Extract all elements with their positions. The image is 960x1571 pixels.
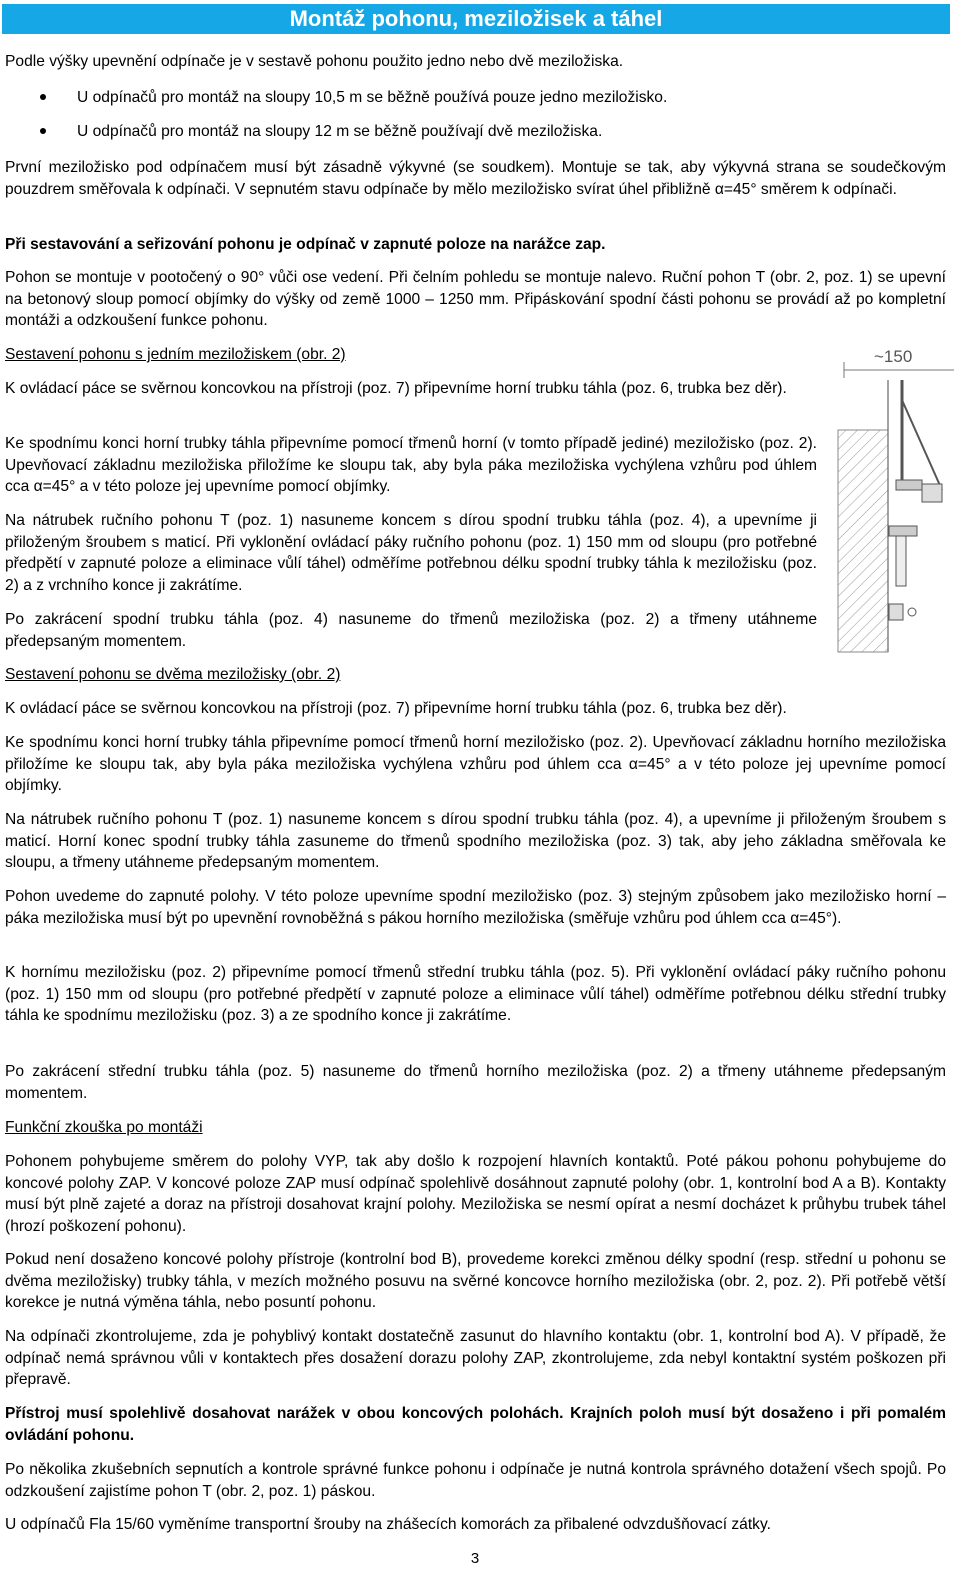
paragraph: K hornímu meziložisku (poz. 2) připevníme pomocí třmenů střední trubku táhla (poz. 5). Při vyklonění ovládací páky ručního pohonu (poz. 1) 150 mm od sloupu (pro potřebné předpětí v zapnuté poloze a eliminace vůlí táhel) odměříme potřebnou délku střední trubky táhla ke spodnímu meziložisku (poz. 3) a ze spodního konce ji zakrátíme. (5, 964, 946, 1025)
intro-paragraph: Podle výšky upevnění odpínače je v sestavě pohonu použito jedno nebo dvě meziložiska. (5, 53, 624, 70)
warning-paragraph: Přístroj musí spolehlivě dosahovat narážek v obou koncových polohách. Krajních poloh musí být dosaženo i při pomalém ovládání pohonu. (5, 1405, 946, 1444)
bullet-icon (40, 94, 46, 100)
bullet-icon (40, 128, 46, 134)
paragraph: Na nátrubek ručního pohonu T (poz. 1) nasuneme koncem s dírou spodní trubku táhla (poz. 4), a upevníme ji přiloženým šroubem s maticí. Horní konec spodní trubky táhla zasuneme do třmenů spodního meziložiska (poz. 3) tak, aby jeho základna směřovala ke sloupu, a třmeny utáhneme předepsaným momentem. (5, 811, 946, 872)
list-item-text: U odpínačů pro montáž na sloupy 10,5 m se běžně používá pouze jedno meziložisko. (77, 89, 668, 106)
warning-paragraph: Při sestavování a seřizování pohonu je odpínač v zapnuté poloze na narážce zap. (5, 236, 606, 253)
page-number: 3 (470, 1550, 480, 1567)
paragraph: Ke spodnímu konci horní trubky táhla připevníme pomocí třmenů horní (v tomto případě jediné) meziložisko (poz. 2). Upevňovací základnu meziložiska přiložíme ke sloupu tak, aby byla páka meziložiska vychýlena vzhůru pod úhlem cca α=45° a v této poloze jej upevníme pomocí objímky. (5, 435, 817, 496)
paragraph: Po zakrácení střední trubku táhla (poz. 5) nasuneme do třmenů horního meziložiska (poz. 2) a třmeny utáhneme předepsaným momentem. (5, 1063, 946, 1102)
paragraph: Pohonem pohybujeme směrem do polohy VYP, tak aby došlo k rozpojení hlavních kontaktů. Poté pákou pohonu pohybujeme do koncové polohy ZAP. V koncové poloze ZAP musí odpínač spolehlivě dosáhnout zapnuté polohy (obr. 1, kontrolní bod A a B). Kontakty musí být plně zajeté a doraz na přístroji dosahovat krajní polohy. Meziložiska se nesmí opírat a nesmí docházet k průhybu trubek táhel (hrozí poškození pohonu). (5, 1153, 946, 1235)
paragraph: Ke spodnímu konci horní trubky táhla připevníme pomocí třmenů horní meziložisko (poz. 2). Upevňovací základnu horního meziložiska přiložíme ke sloupu tak, aby byla páka meziložiska vychýlena vzhůru pod úhlem cca α=45° a v této poloze jej upevníme pomocí objímky. (5, 734, 946, 795)
paragraph: Pohon uvedeme do zapnuté polohy. V této poloze upevníme spodní meziložisko (poz. 3) stejným způsobem jako meziložisko horní – páka meziložiska musí být po upevnění rovnoběžná s pákou horního meziložiska (směřuje vzhůru pod úhlem cca α=45°). (5, 888, 946, 927)
page-title: Montáž pohonu, meziložisek a táhel (2, 4, 950, 34)
paragraph: Po několika zkušebních sepnutích a kontrole správné funkce pohonu i odpínače je nutná kontrola správného dotažení všech spojů. Po odzkoušení zajistíme pohon T (obr. 2, poz. 1) páskou. (5, 1461, 946, 1500)
mounting-diagram (834, 340, 960, 660)
paragraph: U odpínačů Fla 15/60 vyměníme transportní šrouby na zhášecích komorách za přibalené odvzdušňovací zátky. (5, 1516, 771, 1533)
paragraph: Na odpínači zkontrolujeme, zda je pohyblivý kontakt dostatečně zasunut do hlavního kontaktu (obr. 1, kontrolní bod A). V případě, že odpínač nemá správnou vůli v kontaktech přes dosažení dorazu polohy ZAP, zkontrolujeme, zda nebyl kontaktní systém poškozen při přepravě. (5, 1328, 946, 1389)
section-heading: Sestavení pohonu s jedním meziložiskem (obr. 2) (5, 346, 346, 363)
paragraph: K ovládací páce se svěrnou koncovkou na přístroji (poz. 7) připevníme horní trubku táhla (poz. 6, trubka bez děr). (5, 700, 787, 717)
list-item-text: U odpínačů pro montáž na sloupy 12 m se běžně používají dvě meziložiska. (77, 123, 603, 140)
paragraph: Na nátrubek ručního pohonu T (poz. 1) nasuneme koncem s dírou spodní trubku táhla (poz. 4), a upevníme ji přiloženým šroubem s maticí. Při vyklonění ovládací páky ručního pohonu (poz. 1) 150 mm od sloupu (pro potřebné předpětí v zapnuté poloze a eliminace vůlí táhel) odměříme potřebnou délku spodní trubky táhla k meziložisku (poz. 2) a z vrchního konce ji zakrátíme. (5, 512, 817, 594)
pole-drawing (834, 340, 960, 660)
paragraph: Pokud není dosaženo koncové polohy přístroje (kontrolní bod B), provedeme korekci změnou délky spodní (resp. střední u pohonu se dvěma meziložisky) trubky táhla, v mezích možného posuvu na svěrné koncovce horního meziložiska (obr. 2, poz. 2). Při potřebě větší korekce je nutná výměna táhla, nebo posuntí pohonu. (5, 1251, 946, 1312)
dimension-label: ~150 (874, 347, 913, 366)
paragraph: K ovládací páce se svěrnou koncovkou na přístroji (poz. 7) připevníme horní trubku táhla (poz. 6, trubka bez děr). (5, 380, 787, 397)
paragraph: Pohon se montuje v pootočený o 90° vůči ose vedení. Při čelním pohledu se montuje nalevo. Ruční pohon T (obr. 2, poz. 1) se upevní na betonový sloup pomocí objímky do výšky od země 1000 – 1250 mm. Připáskování spodní části pohonu se provádí až po kompletní montáži a odzkoušení funkce pohonu. (5, 269, 946, 330)
paragraph: První meziložisko pod odpínačem musí být zásadně výkyvné (se soudkem). Montuje se tak, aby výkyvná strana se soudečkovým pouzdrem směřovala k odpínači. V sepnutém stavu odpínače by mělo meziložisko svírat úhel přibližně α=45° směrem k odpínači. (5, 159, 946, 198)
paragraph: Po zakrácení spodní trubku táhla (poz. 4) nasuneme do třmenů meziložiska (poz. 2) a třmeny utáhneme předepsaným momentem. (5, 611, 817, 650)
section-heading: Sestavení pohonu se dvěma meziložisky (obr. 2) (5, 666, 341, 683)
section-heading: Funkční zkouška po montáži (5, 1119, 203, 1136)
